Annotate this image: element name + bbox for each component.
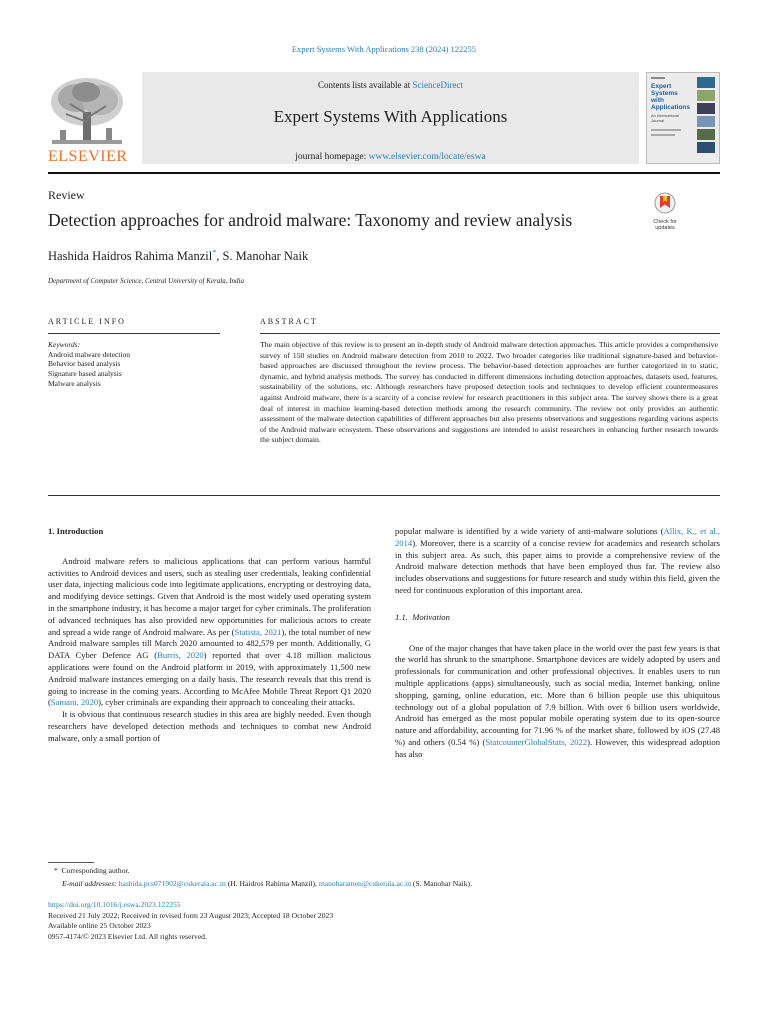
article-info-heading: ARTICLE INFO — [48, 317, 126, 326]
author-name: Hashida Haidros Rahima Manzil — [48, 249, 213, 264]
author-list — [48, 248, 308, 264]
cover-title-line: Expert — [651, 83, 672, 90]
doi-link[interactable]: https://doi.org/10.1016/j.eswa.2023.122255 — [48, 900, 181, 909]
online-date: Available online 25 October 2023 — [48, 921, 151, 931]
text-run: ), cyber criminals are expanding their approach to concealing their attacks. — [98, 697, 355, 708]
body-column-right — [395, 526, 720, 761]
paragraph — [48, 556, 371, 709]
paragraph — [395, 643, 720, 761]
received-dates: Received 21 July 2022; Received in revised form 23 August 2023; Accepted 18 October 2023 — [48, 910, 334, 920]
text-run: ), the total number of new Android malware samples till March 2020 amounted to 482,579 per month. Additionally, G DATA Cyber Defence AG ( — [48, 626, 371, 661]
subsection-title: Motivation — [412, 611, 450, 622]
text-run: ). Moreover, there is a scarcity of a concise review for academics and research scholars in this subject area. As such, this paper aims to provide a comprehensive review of the Android malware detection methods that have been employed thus far. The review also includes observations and suggestions for future research and study within this field, given the need for continuous exploration of this important area. — [395, 537, 720, 595]
keyword: Android malware detection — [48, 349, 131, 359]
text-run: ) reported that over 4.18 million malicious applications were found on the Android platform in 2019, with approximately 11,500 new Android malware instances emerging on a daily basis. The research reveals that this trend is going to increase in the coming years. According to McAfee Mobile Threat Report Q1 2020 ( — [48, 650, 371, 708]
contents-prefix: Contents lists available at — [318, 80, 413, 90]
badge-line: updates — [655, 225, 675, 231]
cover-tile — [697, 116, 715, 127]
email-link[interactable]: manoharamen@cukerala.ac.in — [318, 879, 412, 888]
homepage-prefix: journal homepage: — [295, 152, 369, 162]
cover-tile — [697, 77, 715, 88]
cover-bar — [651, 134, 675, 136]
cover-subtitle: An International Journal — [651, 113, 680, 123]
footnote-emails — [62, 878, 472, 889]
keyword: Signature based analysis — [48, 369, 122, 379]
affiliation: Department of Computer Science, Central University of Kerala, India — [48, 277, 244, 285]
text-run: One of the major changes that have taken place in the world over the past few years is that the world has shrunk to the smartphone. Smartphone devices are widely adopted by users and professionals for communication and other professional objectives. It enables users to run multiple applications (apps) simultaneously, such as social media, Internet banking, online shopping, gaming, online education, etc. More than 6 billion people use this ubiquitous technology out of a global population of 7.9 billion. With over 6 billion users worldwide, Android has emerged as the most popular mobile operating system due to its open-source nature and affordability, accounting for 71.96 % of the market share, followed by iOS (27.48 %) and others (0.54 %) ( — [395, 642, 720, 747]
citation-link[interactable]: Allix, K., et al., 2014 — [395, 526, 721, 548]
subsection-number: 1.1. — [395, 611, 408, 622]
paragraph — [395, 526, 720, 597]
cover-bar — [651, 129, 681, 131]
cover-tile — [697, 129, 715, 140]
body-column-left — [48, 526, 371, 745]
email-owner: (H. Haidros Rahima Manzil), — [225, 879, 319, 888]
contents-line — [142, 80, 639, 90]
bookmark-icon — [653, 192, 677, 214]
cover-title-line: Applications — [651, 104, 691, 111]
corresponding-marker[interactable]: * — [212, 248, 217, 257]
cover-title-line: Systems — [651, 90, 678, 97]
elsevier-logo — [46, 74, 128, 148]
publisher-name: ELSEVIER — [48, 148, 128, 165]
cover-tile — [697, 90, 715, 101]
citation-link[interactable]: StatcounterGlobalStats, 2022 — [485, 736, 588, 747]
article-metadata — [48, 900, 333, 942]
elsevier-tree-icon — [46, 74, 128, 148]
citation-link[interactable]: Samani, 2020 — [50, 697, 99, 708]
abstract-bottom-rule — [48, 495, 720, 496]
article-info-rule — [48, 333, 220, 334]
email-link[interactable]: hashida.pcs071902@cukerala.ac.in — [118, 879, 226, 888]
text-run: popular malware is identified by a wide variety of anti-malware solutions ( — [395, 526, 664, 536]
email-owner: (S. Manohar Naik). — [411, 879, 472, 888]
article-type: Review — [48, 188, 85, 202]
article-title: Detection approaches for android malware: Taxonomy and review analysis — [48, 210, 573, 230]
corresponding-note: Corresponding author. — [61, 866, 130, 875]
cover-bar — [651, 77, 665, 79]
citation-link[interactable]: Statista, 2021 — [234, 626, 282, 637]
footnote-rule — [48, 862, 94, 863]
section-heading: 1. Introduction — [48, 526, 104, 536]
text-run: ). However, this widespread adoption has also — [395, 736, 720, 759]
paragraph: It is obvious that continuous research studies in this area are highly needed. Even though researchers have developed detection methods and techniques to combat new Android malware, only a small portion of — [48, 709, 371, 743]
homepage-link[interactable]: www.elsevier.com/locate/eswa — [368, 152, 486, 162]
header-rule — [48, 172, 720, 174]
abstract-rule — [260, 333, 720, 334]
email-label: E-mail addresses: — [62, 879, 117, 888]
journal-citation[interactable]: Expert Systems With Applications 238 (2024) 122255 — [291, 44, 477, 54]
cover-tile — [697, 142, 715, 153]
keywords-block — [48, 340, 130, 389]
check-for-updates-badge[interactable] — [646, 192, 684, 231]
keyword: Malware analysis — [48, 378, 101, 388]
cover-tile — [697, 103, 715, 114]
badge-line: Check for — [653, 219, 677, 225]
text-run: Android malware refers to malicious applications that can perform various harmful activities to Android devices and users, such as stealing user credentials, leaking confidential user data, injecting malicious code into legitimate applications, encrypting or destroying data, and modifying device settings. Given that Android is the most widely used operating system in the smartphone industry, it has become a major target for cyber criminals. The proliferation of advanced techniques has also provided new opportunities for malicious actors to create and spread a wide range of Android malware. As per ( — [48, 555, 371, 637]
citation-link[interactable]: Burris, 2020 — [157, 650, 204, 661]
sciencedirect-link[interactable]: ScienceDirect — [412, 80, 463, 90]
abstract-text: The main objective of this review is to present an in-depth study of Android malware detection approaches. This article provides a comprehensive survey of 150 studies on Android malware detection from 2010 to 2022. Two broader categories like traditional signature-based and behavior-based approaches are discussed throughout the review process. The behavior-based detection approaches are further categorized in to static, dynamic, and hybrid analysis methods. The survey has conducted in different dimensions including detection approaches, datasets used, features, sustainability of the solutions, etc. Although researchers have proposed detection tools and techniques to develop efficient countermeasures against Android malware, there is a scarcity of a concise review for research practitioners in this subject area. The survey shows there is a great deal of interest in machine learning-based detection methods among the research community. The review not only provides an authentic assessment of the malware detection capabilities of different approaches but also presents observations and suggestions regarding various aspects of the Android malware ecosystem. These observations and suggestions are intended to assist researchers in enhancing further research towards the subject domain. — [260, 340, 718, 445]
journal-cover — [646, 72, 720, 164]
subsection-heading — [395, 612, 720, 624]
cover-title-line: with — [651, 97, 664, 104]
keywords-label: Keywords: — [48, 340, 81, 349]
footnote-corresponding — [54, 865, 130, 876]
author-name: , S. Manohar Naik — [216, 249, 309, 264]
keyword: Behavior based analysis — [48, 359, 121, 369]
homepage-line — [142, 152, 639, 162]
abstract-heading: ABSTRACT — [260, 317, 318, 326]
copyright: 0957-4174/© 2023 Elsevier Ltd. All rights reserved. — [48, 931, 207, 941]
asterisk-marker: * — [54, 866, 62, 875]
journal-title: Expert Systems With Applications — [273, 107, 508, 126]
